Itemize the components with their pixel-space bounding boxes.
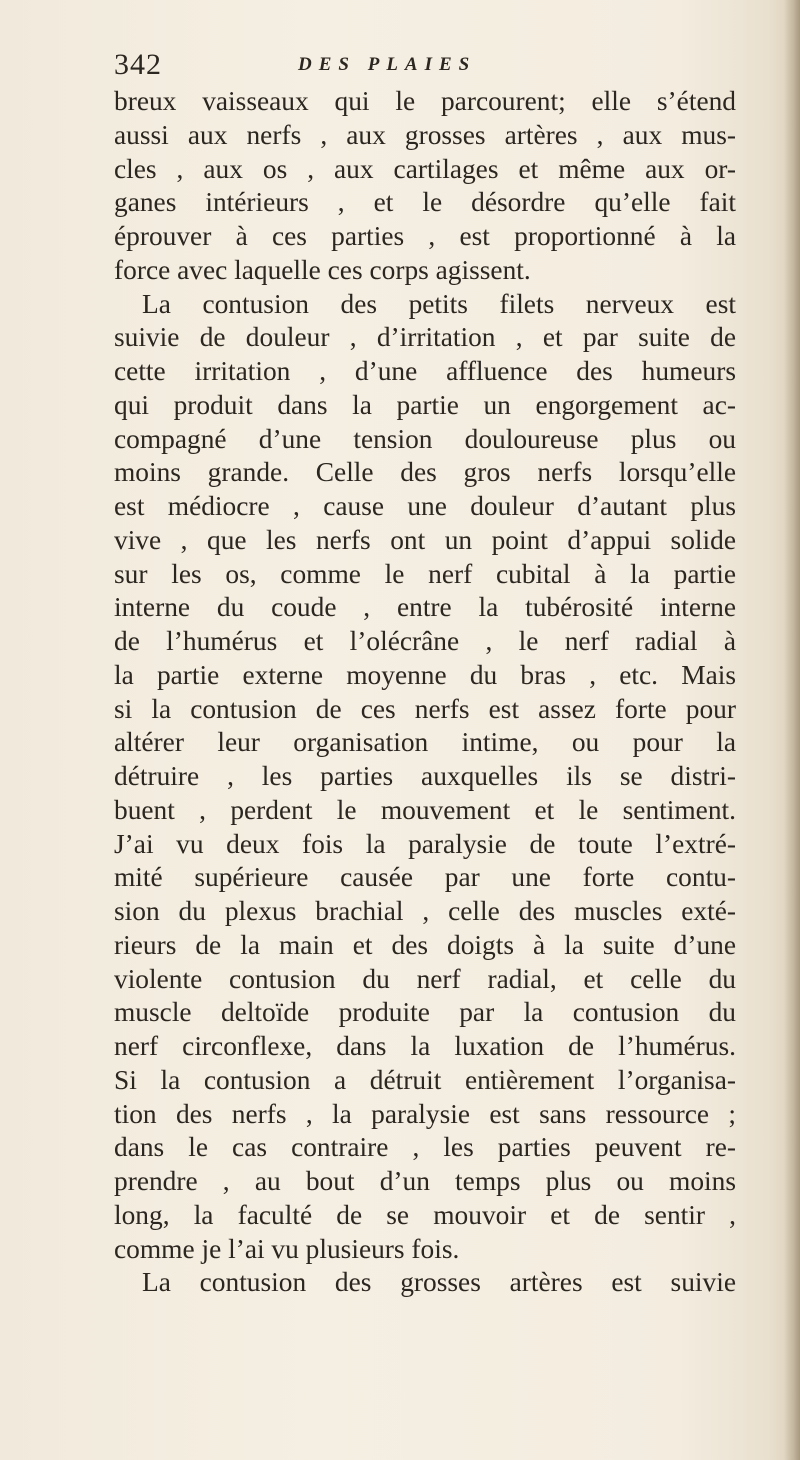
text-line: compagné d’une tension douloureuse plus ou (114, 423, 736, 454)
text-line: suivie de douleur , d’irritation , et par suite de (114, 322, 736, 353)
page-edge-shadow (784, 0, 800, 1460)
text-line: vive , que les nerfs ont un point d’appui solide (114, 524, 736, 555)
text-line: détruire , les parties auxquelles ils se distri- (114, 761, 736, 791)
text-line: cles , aux os , aux cartilages et même aux or- (114, 153, 736, 184)
text-line: force avec laquelle ces corps agissent. (114, 254, 531, 285)
text-line: buent , perdent le mouvement et le sentiment. (114, 794, 736, 825)
text-line: aussi aux nerfs , aux grosses artères , aux mus- (114, 119, 736, 150)
text-line: qui produit dans la partie un engorgement ac- (114, 389, 736, 420)
text-line: interne du coude , entre la tubérosité interne (114, 592, 736, 623)
text-line: muscle deltoïde produite par la contusion du (114, 997, 736, 1028)
running-head: DES PLAIES (298, 54, 477, 75)
text-line: dans le cas contraire , les parties peuvent re- (114, 1132, 736, 1163)
text-line: altérer leur organisation intime, ou pour la (114, 727, 736, 758)
text-line: nerf circonflexe, dans la luxation de l’humérus. (114, 1031, 736, 1061)
text-line: est médiocre , cause une douleur d’autant plus (114, 491, 736, 521)
text-line: prendre , au bout d’un temps plus ou moins (114, 1166, 736, 1196)
text-line: cette irritation , d’une affluence des humeurs (114, 356, 736, 386)
body-text (114, 85, 736, 1300)
text-line: moins grande. Celle des gros nerfs lorsqu’elle (114, 457, 736, 488)
page-header (114, 48, 734, 88)
text-line: comme je l’ai vu plusieurs fois. (114, 1233, 460, 1264)
text-line: La contusion des grosses artères est suivie (142, 1267, 736, 1298)
text-line: ganes intérieurs , et le désordre qu’elle fait (114, 187, 736, 218)
text-line: sur les os, comme le nerf cubital à la partie (114, 558, 736, 589)
text-line: La contusion des petits filets nerveux est (142, 288, 736, 319)
text-line: sion du plexus brachial , celle des muscles exté- (114, 896, 736, 926)
text-line: breux vaisseaux qui le parcourent; elle s’étend (114, 86, 736, 116)
text-line: mité supérieure causée par une forte contu- (114, 862, 736, 893)
text-line: violente contusion du nerf radial, et celle du (114, 963, 736, 994)
text-line: si la contusion de ces nerfs est assez forte pour (114, 693, 736, 724)
text-line: J’ai vu deux fois la paralysie de toute l’extré- (114, 828, 736, 859)
page-number: 342 (114, 48, 162, 81)
text-line: éprouver à ces parties , est proportionné à la (114, 221, 736, 251)
text-line: la partie externe moyenne du bras , etc. Mais (114, 659, 736, 690)
text-line: Si la contusion a détruit entièrement l’organisa- (114, 1064, 736, 1095)
text-line: rieurs de la main et des doigts à la suite d’une (114, 929, 736, 960)
text-line: tion des nerfs , la paralysie est sans ressource ; (114, 1098, 736, 1129)
text-line: long, la faculté de se mouvoir et de sentir , (114, 1199, 736, 1230)
text-line: de l’humérus et l’olécrâne , le nerf radial à (114, 626, 736, 656)
